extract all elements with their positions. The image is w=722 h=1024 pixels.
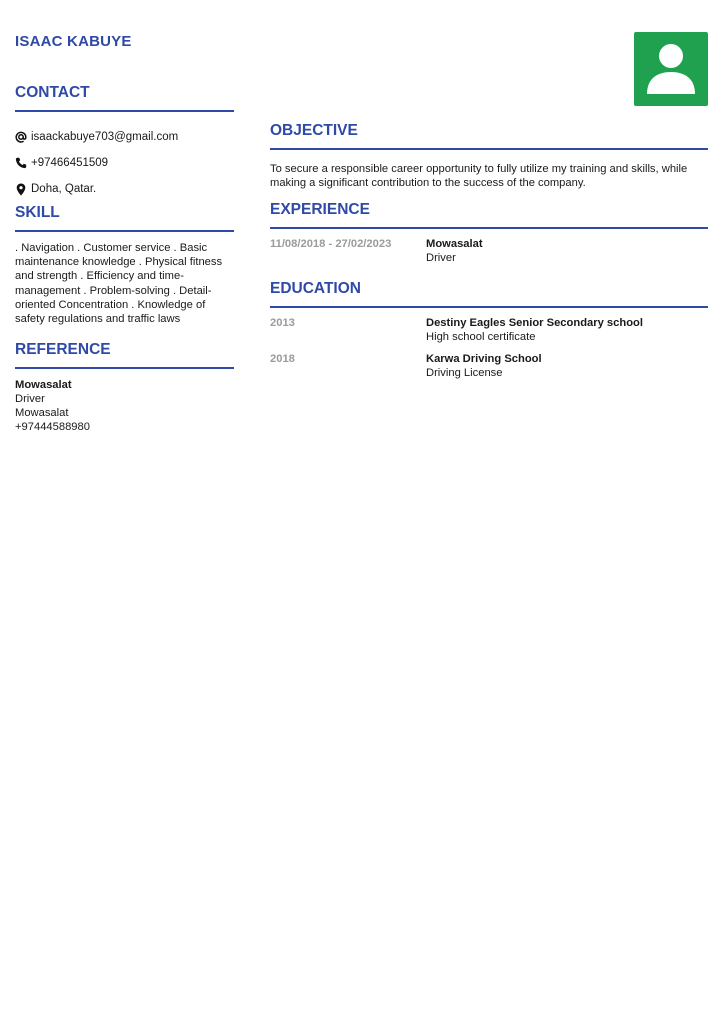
objective-section xyxy=(270,122,708,190)
right-column xyxy=(270,122,708,380)
skill-text: . Navigation . Customer service . Basic maintenance knowledge . Physical fitness and strength . Efficiency and time-management . Problem-solving . Detail-oriented Concentration . Knowledge of safety regulations and traffic laws xyxy=(15,242,223,326)
phone-text: +97466451509 xyxy=(31,157,109,169)
at-sign-icon xyxy=(15,131,27,144)
education-qualification: High school certificate xyxy=(426,331,536,344)
objective-text: To secure a responsible career opportunity to fully utilize my training and skills, while making a significant contribution to the success of the company. xyxy=(270,163,688,190)
objective-heading: OBJECTIVE xyxy=(270,122,708,150)
education-year: 2013 xyxy=(270,317,295,330)
reference-company: Mowasalat xyxy=(15,407,69,420)
education-qualification: Driving License xyxy=(426,367,503,380)
reference-role: Driver xyxy=(15,393,45,406)
education-item xyxy=(270,352,708,380)
education-heading: EDUCATION xyxy=(270,280,708,308)
education-school: Karwa Driving School xyxy=(426,353,542,366)
contact-list xyxy=(15,124,234,202)
education-year: 2018 xyxy=(270,353,295,366)
education-section xyxy=(270,280,708,380)
reference-heading: REFERENCE xyxy=(15,341,234,369)
candidate-name: ISAAC KABUYE xyxy=(15,33,132,50)
contact-phone xyxy=(15,150,234,176)
user-avatar-icon xyxy=(634,32,708,106)
contact-section xyxy=(15,84,234,202)
left-column xyxy=(15,84,234,434)
reference-section xyxy=(15,341,234,434)
experience-dates: 11/08/2018 - 27/02/2023 xyxy=(270,238,392,251)
location-text: Doha, Qatar. xyxy=(31,183,97,195)
experience-item xyxy=(270,237,708,265)
email-text: isaackabuye703@gmail.com xyxy=(31,131,179,143)
contact-email xyxy=(15,124,234,150)
experience-section xyxy=(270,201,708,265)
contact-heading: CONTACT xyxy=(15,84,234,112)
phone-icon xyxy=(15,157,27,170)
education-item xyxy=(270,316,708,344)
contact-location xyxy=(15,176,234,202)
experience-role: Driver xyxy=(426,252,456,265)
reference-entry xyxy=(15,378,234,434)
experience-company: Mowasalat xyxy=(426,238,483,251)
education-school: Destiny Eagles Senior Secondary school xyxy=(426,317,643,330)
skill-heading: SKILL xyxy=(15,204,234,232)
reference-name: Mowasalat xyxy=(15,379,72,392)
reference-phone: +97444588980 xyxy=(15,421,90,434)
skill-section xyxy=(15,204,234,326)
map-pin-icon xyxy=(15,183,27,196)
experience-heading: EXPERIENCE xyxy=(270,201,708,229)
profile-photo xyxy=(634,32,708,106)
